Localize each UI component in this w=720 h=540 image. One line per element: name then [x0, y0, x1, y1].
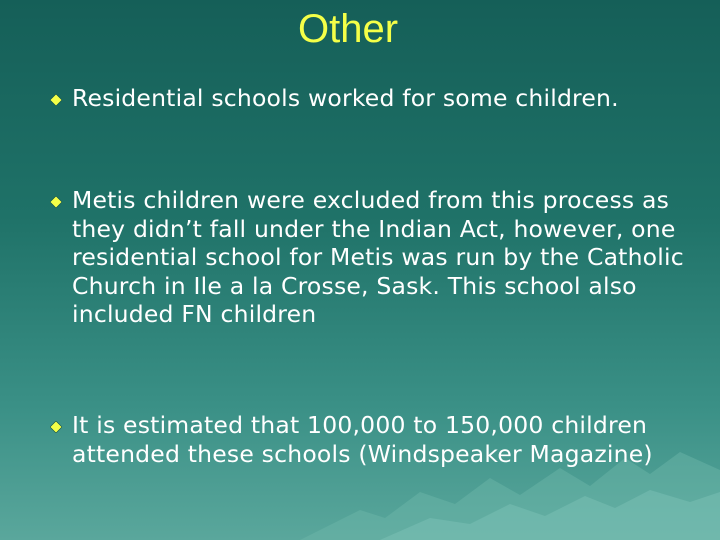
bullet-item: [50, 186, 690, 329]
diamond-bullet-icon: [50, 411, 72, 441]
bullet-text: Metis children were excluded from this process as they didn’t fall under the Indian Act, however, one residential school for Metis was run by the Catholic Church in Ile a la Crosse, Sask. This school also included FN children: [72, 186, 684, 328]
bullet-text: Residential schools worked for some children.: [72, 84, 619, 112]
bullet-item: [50, 84, 690, 114]
bullet-item: [50, 411, 690, 468]
diamond-bullet-icon: [50, 186, 72, 216]
diamond-bullet-icon: [50, 84, 72, 114]
slide-title: Other: [297, 7, 399, 51]
bullet-text: It is estimated that 100,000 to 150,000 children attended these schools (Windspeaker Magazine): [72, 411, 653, 468]
